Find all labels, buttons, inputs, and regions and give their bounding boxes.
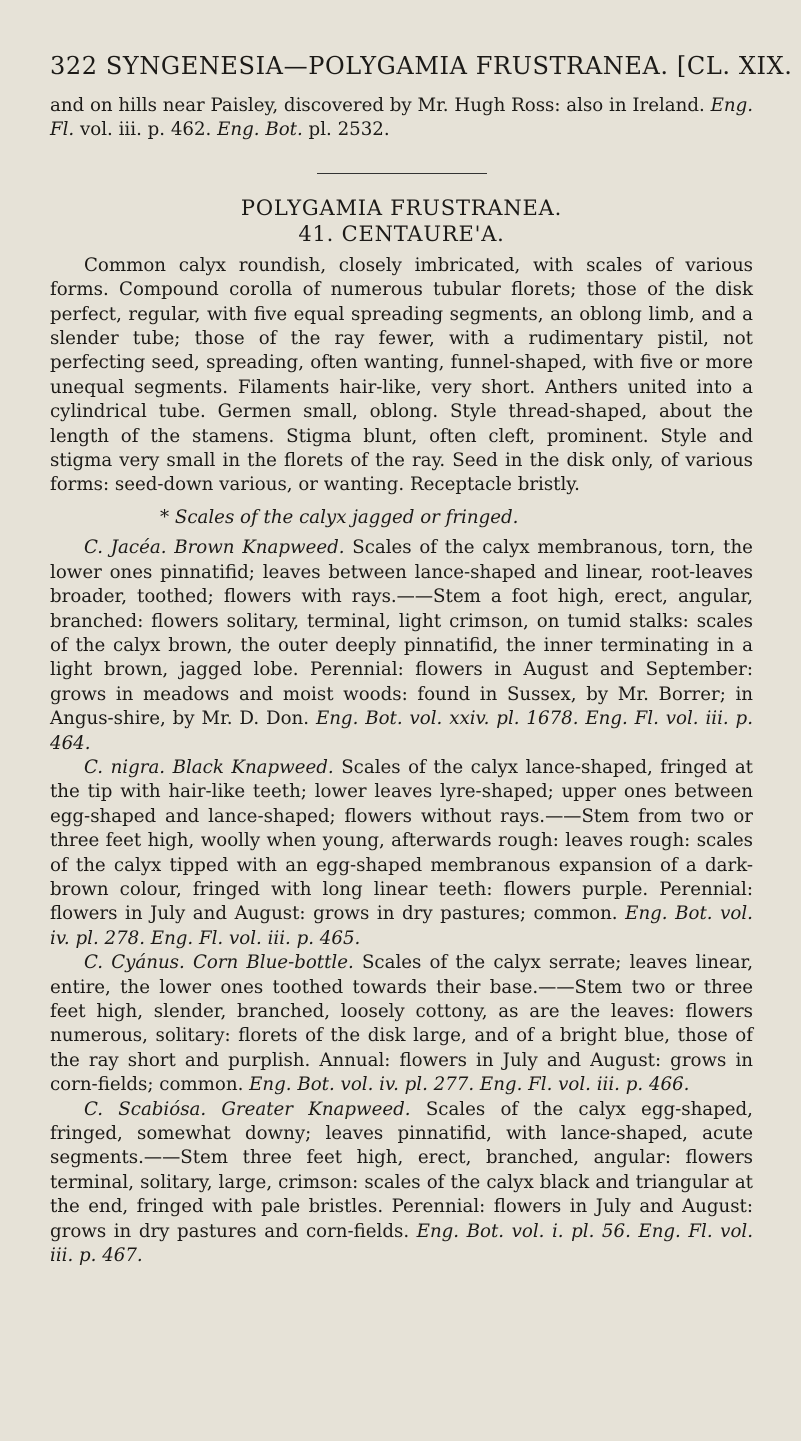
species-references: Eng. Bot. vol. iv. pl. 278. Eng. Fl. vol. iii. p. 465.	[50, 903, 753, 949]
species-name: C. Jacéa.	[84, 537, 167, 559]
running-head	[50, 52, 793, 80]
genus-description: Common calyx roundish, closely imbricated, with scales of various forms. Compound corolla of numerous tubular florets; those of the disk perfect, regular, with five equal spreading segments, an oblong limb, and a slender tube; those of the ray fewer, with a rudimentary pistil, not perfecting seed, spreading, often wanting, funnel-shaped, with five or more unequal segments. Filaments hair-like, very short. Anthers united into a cylindrical tube. Germen small, oblong. Style thread-shaped, about the length of the stamens. Stigma blunt, often cleft, prominent. Style and stigma very small in the florets of the ray. Seed in the disk only, of various forms: seed-down various, or wanting. Receptacle bristly.	[50, 254, 753, 496]
species-entry	[50, 536, 753, 756]
species-description: Scales of the calyx egg-shaped, fringed, somewhat downy; leaves pinnatifid, with lance-shaped, acute segments.——Stem three feet high, erect, branched, angular: flowers terminal, solitary, large, crimson: scales of the calyx black and triangular at the end, fringed with pale bristles. Perennial: flowers in July and August: grows in dry pastures and corn-fields.	[50, 1098, 753, 1242]
continuation-paragraph: and on hills near Paisley, discovered by Mr. Hugh Ross: also in Ireland. Eng. Fl. vol. iii. p. 462. Eng. Bot. pl. 2532.	[50, 95, 753, 141]
species-entry	[50, 951, 753, 1097]
genus-title: 41. CENTAURE'A.	[298, 221, 505, 246]
running-title: SYNGENESIA—POLYGAMIA FRUSTRANEA.	[105, 52, 669, 80]
common-name: Corn Blue-bottle.	[192, 952, 354, 974]
species-name: C. Cyánus.	[84, 952, 185, 974]
class-label: [CL. XIX.	[676, 52, 793, 80]
common-name: Black Knapweed.	[172, 756, 334, 778]
reference-label: Eng. Fl.	[50, 95, 753, 141]
page-number: 322	[50, 52, 98, 80]
species-references: Eng. Bot. vol. i. pl. 56. Eng. Fl. vol. iii. p. 467.	[50, 1220, 753, 1267]
common-name: Brown Knapweed.	[174, 537, 345, 559]
section-title: POLYGAMIA FRUSTRANEA.	[240, 195, 563, 220]
species-description: Scales of the calyx membranous, torn, the lower ones pinnatifid; leaves between lance-shaped and linear, root-leaves broader, toothed; flowers with rays.——Stem a foot high, erect, angular, branched: flowers solitary, terminal, light crimson, on tumid stalks: scales of the calyx brown, the outer deeply pinnatifid, the inner terminating in a light brown, jagged lobe. Perennial: flowers in August and September: grows in meadows and moist woods: found in Sussex, by Mr. Borrer; in Angus-shire, by Mr. D. Don.	[50, 537, 753, 730]
species-name: C. Scabiósa.	[84, 1098, 207, 1120]
species-references: Eng. Bot. vol. xxiv. pl. 1678. Eng. Fl. vol. iii. p. 464.	[50, 708, 753, 754]
species-references: Eng. Bot. vol. iv. pl. 277. Eng. Fl. vol. iii. p. 466.	[249, 1074, 690, 1096]
common-name: Greater Knapweed.	[221, 1098, 411, 1120]
reference-label: Eng. Bot.	[217, 119, 303, 141]
species-description: Scales of the calyx serrate; leaves linear, entire, the lower ones toothed towards their base.——Stem two or three feet high, slender, branched, loosely cottony, as are the leaves: flowers numerous, solitary: florets of the disk large, and of a bright blue, those of the ray short and purplish. Annual: flowers in July and August: grows in corn-fields; common.	[50, 952, 753, 1096]
species-entry	[50, 756, 753, 951]
species-entry	[50, 1098, 753, 1269]
subsection-heading: * Scales of the calyx jagged or fringed.	[160, 506, 519, 528]
species-name: C. nigra.	[84, 756, 166, 778]
section-divider	[317, 173, 487, 174]
species-description: Scales of the calyx lance-shaped, fringed at the tip with hair-like teeth; lower leaves lyre-shaped; upper ones between egg-shaped and lance-shaped; flowers without rays.——Stem from two or three feet high, woolly when young, afterwards rough: leaves rough: scales of the calyx tipped with an egg-shaped membranous expansion of a dark-brown colour, fringed with long linear teeth: flowers purple. Perennial: flowers in July and August: grows in dry pastures; common.	[50, 756, 753, 925]
